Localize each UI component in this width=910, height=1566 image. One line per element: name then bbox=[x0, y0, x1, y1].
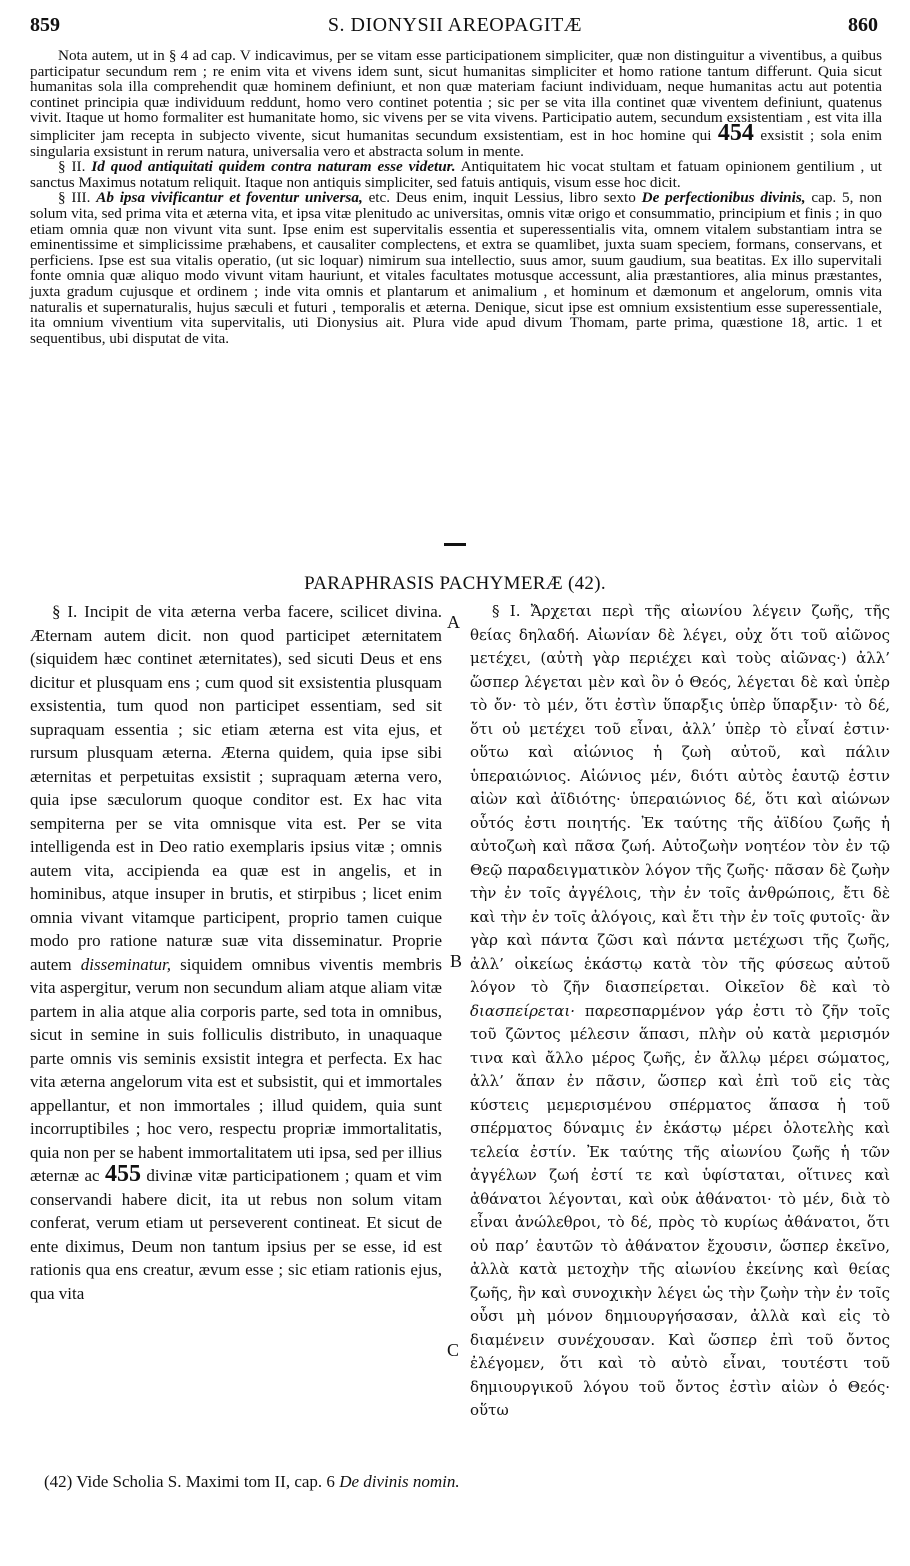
latin-text: § I. Incipit de vita æterna verba facere, scilicet divina. Æternam autem dicit. non quod participet æternitatem (siquidem hæc continet æternitates), sed sicuti Deus et ens dicitur et plusquam ens ; cum quod sit exsistentia plusquam exsistentia, tum quod non participet essentiam, sed sit supraquam essentia ; sic etiam æterna est vita ejus, et rursum plusquam æterna. Æterna quidem, quia ipse sibi æternitas et perpetuitas exsistit ; supraquam æterna vero, quia ipse sæculorum quoque conditor est. Ex hac vita sempiterna per se vita omnisque vita est. Per se vita intelligenda est in Deo ratio exemplaris ipsius vitæ ; omnis autem vita, accipienda ea quæ est in angelis, et in hominibus, atque insuper in brutis, et stirpibus ; licet enim omnia vivant vitamque participent, proprio tamen cuique modo pro ratione naturæ suæ vita disseminatur. Proprie autem bbox=[30, 602, 442, 974]
lemma: Ab ipsa vivificantur et foventur universa, bbox=[96, 189, 363, 207]
section-mark: § III. bbox=[58, 189, 91, 207]
note-paragraph-2 bbox=[30, 159, 882, 190]
greek-text: παρεσπαρμένον γάρ ἐστι τὸ ζῆν τοῖς τοῦ ζῶντος μέλεσιν ἅπασι, πλὴν οὐ κατὰ μερισμόν τινα καὶ ἄλλο μέρος ζωῆς, ἐν ἄλλῳ μέρει σώματος, ἀλλ’ ἅπαν ἐν πᾶσιν, ὥσπερ καὶ ἐπὶ τοῦ εἰς τὰς κύστεις μεμερισμένου σπέρματος ἅπασα ἡ τοῦ σπέρματος δύναμις ἐν ἑκάστῳ μέρει ὁλοτελὴς καὶ τελεία ἐστίν. Ἐκ ταύτης τῆς αἰωνίου ζωῆς ἡ τῶν ἀγγέλων ζωή ἐστί τε καὶ ὑφίσταται, οἵτινες καὶ ἀθάνατοι λέγονται, καὶ οὐκ ἀθάνατοι· τὸ μέν, διὰ τὸ εἶναι ἀνώλεθροι, τὸ δέ, πρὸς τὸ κυρίως ἀθάνατοι, ὅτι οὐ παρ’ ἑαυτῶν τὸ ἀθάνατον ἔχουσιν, ὥσπερ ἐκεῖνο, ἀλλὰ κατὰ μετοχὴν τῆς αἰωνίου ἐκείνης καὶ θείας ζωῆς, ἣν καὶ συνοχικὴν λέγει ὡς τὴν ζωὴν τὴν ἐν τοῖς οὖσι μὴ μόνον δημιουργήσασαν, ἀλλὰ καὶ εἰς τὸ διαμένειν συνέχουσαν. Καὶ ὥσπερ ἐπὶ τοῦ ὄντος ἐλέγομεν, ὅτι καὶ τὸ αὐτὸ εἶναι, τουτέστι τοῦ δημιουργικοῦ λόγου τοῦ ὄντος ἐστὶν αἰὼν ὁ Θεός· οὕτω bbox=[470, 1001, 890, 1419]
section-mark: § II. bbox=[58, 158, 86, 176]
running-header bbox=[0, 14, 910, 44]
lemma: Id quod antiquitati quidem contra naturam esse videtur. bbox=[91, 158, 456, 176]
note-text: Antiquitatem hic vocat stultam et fatuam opinionem gentilium , ut sanctus Maximus notatum reliquit. Itaque non antiquis simpliciter, sed fatuis antiquis, visum esse hoc dicit. bbox=[30, 158, 883, 191]
note-text: exsistit ; sola enim singularia exsistunt in rerum natura, universalia vero et abstracta solum in mente. bbox=[30, 126, 882, 160]
note-paragraph-1 bbox=[30, 48, 882, 159]
latin-column bbox=[30, 600, 442, 1305]
latin-paragraph bbox=[30, 600, 442, 1305]
marginal-number: 455 bbox=[104, 1161, 141, 1187]
margin-letter-b: B bbox=[450, 951, 463, 971]
latin-lemma: disseminatur, bbox=[80, 954, 171, 974]
greek-lemma: διασπείρεται· bbox=[470, 1001, 576, 1020]
note-text: etc. Deus enim, inquit Lessius, libro sexto bbox=[368, 189, 636, 207]
notes-block bbox=[30, 48, 882, 346]
greek-paragraph bbox=[470, 600, 890, 1423]
footnote-text: (42) Vide Scholia S. Maximi tom II, cap. 6 bbox=[44, 1472, 335, 1491]
marginal-number: 454 bbox=[717, 119, 754, 146]
page-number-right: 860 bbox=[848, 14, 878, 36]
running-title: S. DIONYSII AREOPAGITÆ bbox=[327, 14, 583, 36]
margin-letter-c: C bbox=[447, 1340, 460, 1360]
page-number-left: 859 bbox=[30, 14, 60, 36]
book-title: De perfectionibus divinis, bbox=[641, 189, 806, 207]
separator-dash bbox=[444, 543, 466, 546]
note-text: cap. 5, non solum vita, sed prima vita et æterna vita, et ipsa vitæ plenitudo ac universitas, omnis vitæ origo et consummatio, principium et finis ; in quo etiam omnia quæ non vivunt vita sunt. Ipse enim est supervitalis essentia et superessentialis vita, omnem vitalem substantiam intra se eminentissime et simplicissime præhabens, et causaliter complectens, et extra se quamlibet, juxta suam speciem, formans, conservans, et perficiens. Ipse est sua vitalis operatio, (ut sic loquar) nimirum sua intellectio, suus amor, suum gaudium, sua beatitas. Ex illo supervitali fonte omnia quæ aliquo modo vivunt vitam hauriunt, et vitales facultates motusque accessunt, alia præstantiores, alia minus præstantes, juxta gradum cujusque et ordinem ; inde vita omnis et plantarum et animalium , et hominum et dæmonum et angelorum, omnis vita naturalis et supernaturalis, hujus sæculi et futuri , temporalis et æterna. Denique, sicut ipse est omnium exsistentium esse superessentiale, ita omnium viventium vita supervitalis, uti Dionysius ait. Plura vide apud divum Thomam, parte prima, quæstione 18, artic. 1 et sequentibus, ubi disputat de vita. bbox=[30, 189, 883, 347]
note-paragraph-3 bbox=[30, 190, 882, 346]
greek-column bbox=[470, 600, 890, 1423]
greek-text: § I. Ἄρχεται περὶ τῆς αἰωνίου λέγειν ζωῆς, τῆς θείας δηλαδή. Αἰωνίαν δὲ λέγει, οὐχ ὅτι τοῦ αἰῶνος μετέχει, (αὐτὴ γὰρ περιέχει καὶ τοὺς αἰῶνας·) ἀλλ’ ὥσπερ λέγεται μὲν καὶ ὂν ὁ Θεός, λέγεται δὲ καὶ ὑπὲρ τὸ ὄν· τὸ μέν, ὅτι ἐστὶν ὕπαρξις ὑπὲρ ὕπαρξιν· τὸ δέ, ὅτι οὐ μετέχει τοῦ εἶναι, ἀλλ’ ὑπὲρ τὸ εἶναί ἐστιν· οὕτω καὶ αἰώνιος ἡ ζωὴ αὐτοῦ, καὶ πάλιν ὑπεραιώνιος. Αἰώνιος μέν, διότι αὐτὸς ἑαυτῷ ἐστιν αἰὼν καὶ ἀϊδιότης· ὑπεραιώνιος δέ, ὅτι καὶ αἰώνων οὗτός ἐστι ποιητής. Ἐκ ταύτης τῆς ἀϊδίου ζωῆς ἡ αὐτοζωὴ καὶ πᾶσα ζωή. Αὐτοζωὴν νοητέον τὸν ἐν τῷ Θεῷ παραδειγματικὸν λόγον τῆς ζωῆς· πᾶσαν δὲ ζωὴν τὴν ἐν τοῖς ἀγγέλοις, τὴν ἐν τοῖς ἀνθρώποις, ἔτι δὲ καὶ τὴν ἐν τοῖς ἀλόγοις, καὶ ἔτι τὴν ἐν τοῖς φυτοῖς· ἂν γὰρ καὶ πάντα ζῶσι καὶ πάντα μετέχωσι τῆς ζωῆς, ἀλλ’ οἰκείως ἑκάστῳ κατὰ τὸν τῆς φύσεως αὐτοῦ λόγον τὸ ζῆν διασπείρεται. Οἰκεῖον δὲ καὶ τὸ bbox=[470, 602, 890, 996]
section-title: PARAPHRASIS PACHYMERÆ (42). bbox=[304, 573, 606, 594]
footnote bbox=[44, 1472, 460, 1492]
latin-text: divinæ vitæ participationem ; quam et vim conservandi habere dicit, ita ut rebus non solum vitam conferat, verum etiam ut perseverent contineat. Et sicut de ente diximus, Deum non tantum ipsius per se esse, id est rationis qua ens creatur, ævum esse ; sic etiam rationis ejus, qua vita bbox=[30, 1166, 443, 1303]
note-text: Nota autem, ut in § 4 ad cap. V indicavimus, per se vitam esse participationem simpliciter, quæ non distinguitur a viventibus, a quibus participatur secundum rem ; re enim vita et vivens idem sunt, sicut humanitas simpliciter et homo ratione tantum differunt. Quia sicut humanitas sola illa comprehendit quæ hominem definiunt, et non quæ materiam faciunt individuam, neque humanitas actu aut potentia continet principia quæ individuum reddunt, homo vero continet potentia ; sic per se vita illa continet quæ viventem definiunt, quatenus vivit. Itaque ut homo formaliter est humanitate homo, sic vivens per se vita vivens. Participatio autem, secundum exsistentiam , est vita illa simpliciter jam recepta in subjecto vivente, sicut humanitas secundum exsistentiam, est in hoc homine qui bbox=[30, 47, 882, 144]
latin-text: siquidem omnibus viventis membris vita aspergitur, verum non secundum aliam atque aliam vitæ partem in alia atque alia corporis parte, sed tota in omnibus, sicut in semine in suis folliculis distributo, in unaquaque parte omnis vis seminis exsistit integra et perfecta. Ex hac vita æterna angelorum vita est et subsistit, qui et immortales appellantur, et non immortales ; illud quidem, quia sunt incorruptibiles ; hoc vero, respectu propriæ immortalitatis, quia non per se habent immortalitatem uti ipsa, sed per illius æternæ ac bbox=[30, 954, 442, 1185]
footnote-title: De divinis nomin. bbox=[339, 1472, 460, 1491]
margin-letter-a: A bbox=[447, 612, 460, 632]
